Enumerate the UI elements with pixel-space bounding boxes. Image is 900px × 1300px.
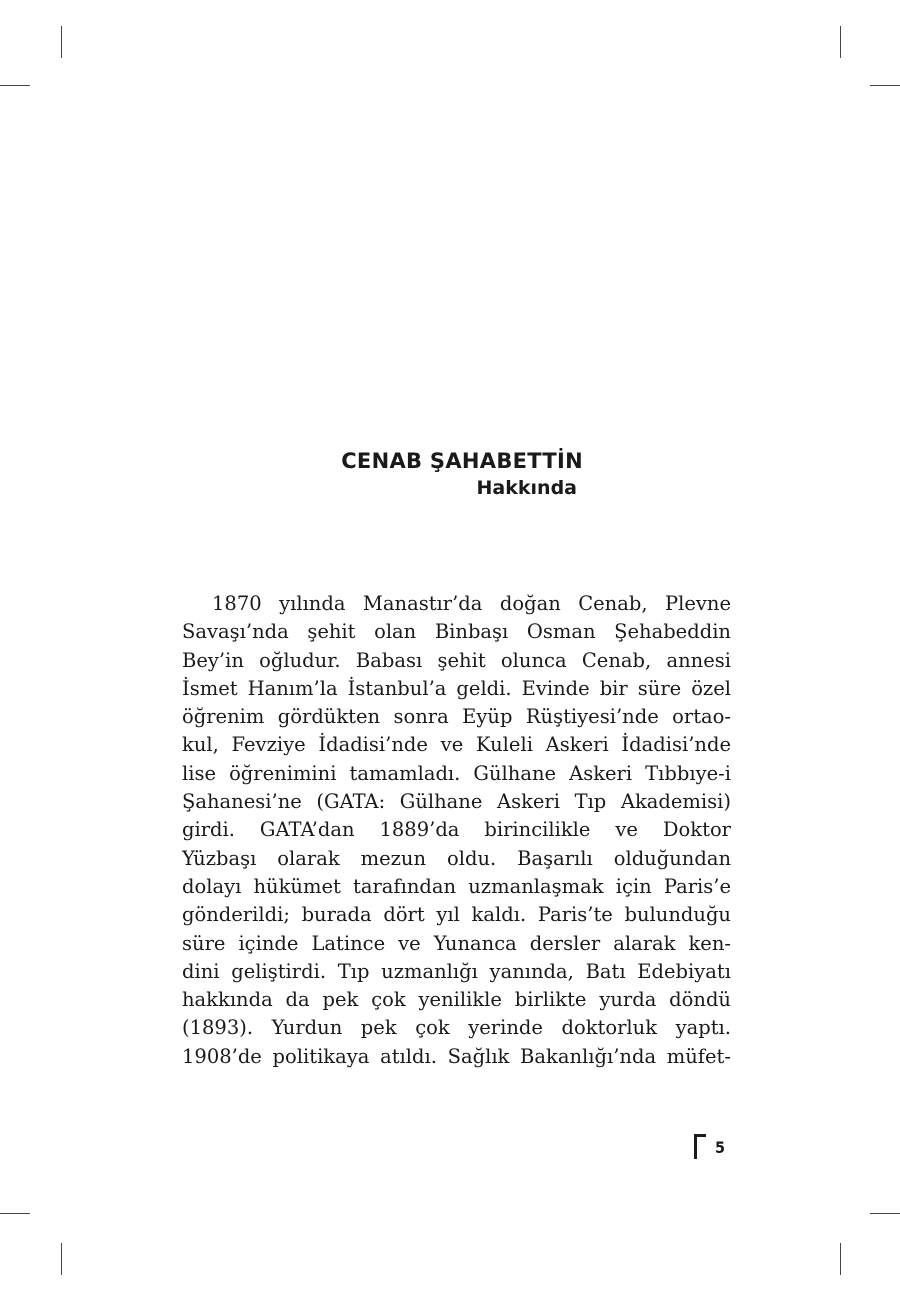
body-line: (1893). Yurdun pek çok yerinde doktorluk yaptı. bbox=[182, 1016, 731, 1040]
chapter-subtitle: Hakkında bbox=[476, 477, 577, 499]
crop-mark-top-right-horizontal bbox=[870, 85, 900, 86]
crop-mark-bottom-right-vertical bbox=[840, 1243, 841, 1275]
body-line: 1908’de politikaya atıldı. Sağlık Bakanlığı’nda müfet- bbox=[182, 1044, 731, 1068]
body-line: gönderildi; burada dört yıl kaldı. Paris’te bulunduğu bbox=[182, 903, 731, 927]
page-folio bbox=[694, 1134, 725, 1160]
body-paragraph bbox=[182, 590, 731, 1071]
body-line: hakkında da pek çok yenilikle birlikte yurda döndü bbox=[182, 988, 731, 1012]
body-line: Bey’in oğludur. Babası şehit olunca Cenab, annesi bbox=[182, 648, 731, 672]
body-line: Şahanesi’ne (GATA: Gülhane Askeri Tıp Akademisi) bbox=[182, 790, 731, 814]
crop-mark-bottom-left-vertical bbox=[61, 1243, 62, 1275]
crop-mark-top-left-horizontal bbox=[0, 85, 30, 86]
page-number: 5 bbox=[715, 1137, 726, 1157]
body-line: Savaşı’nda şehit olan Binbaşı Osman Şehabeddin bbox=[182, 620, 731, 644]
body-line: lise öğrenimini tamamladı. Gülhane Askeri Tıbbıye-i bbox=[182, 761, 731, 785]
body-line: 1870 yılında Manastır’da doğan Cenab, Plevne bbox=[212, 592, 731, 615]
crop-mark-top-left-vertical bbox=[61, 26, 62, 58]
chapter-heading bbox=[170, 447, 670, 502]
body-line: dini geliştirdi. Tıp uzmanlığı yanında, Batı Edebiyatı bbox=[182, 959, 731, 983]
folio-bar bbox=[694, 1135, 697, 1159]
chapter-title: CENAB ŞAHABETTİN bbox=[341, 449, 583, 473]
crop-mark-top-right-vertical bbox=[840, 26, 841, 58]
body-line: kul, Fevziye İdadisi’nde ve Kuleli Askeri İdadisi’nde bbox=[182, 733, 731, 757]
crop-mark-bottom-right-horizontal bbox=[870, 1213, 900, 1214]
body-line: girdi. GATA’dan 1889’da birincilikle ve Doktor bbox=[182, 818, 731, 842]
body-line: öğrenim gördükten sonra Eyüp Rüştiyesi’nde ortao- bbox=[182, 705, 731, 729]
crop-mark-bottom-left-horizontal bbox=[0, 1213, 30, 1214]
body-line: dolayı hükümet tarafından uzmanlaşmak için Paris’e bbox=[182, 874, 731, 898]
body-line: süre içinde Latince ve Yunanca dersler alarak ken- bbox=[182, 931, 731, 955]
body-line: İsmet Hanım’la İstanbul’a geldi. Evinde bir süre özel bbox=[182, 676, 731, 700]
body-line: Yüzbaşı olarak mezun oldu. Başarılı olduğundan bbox=[182, 846, 731, 870]
